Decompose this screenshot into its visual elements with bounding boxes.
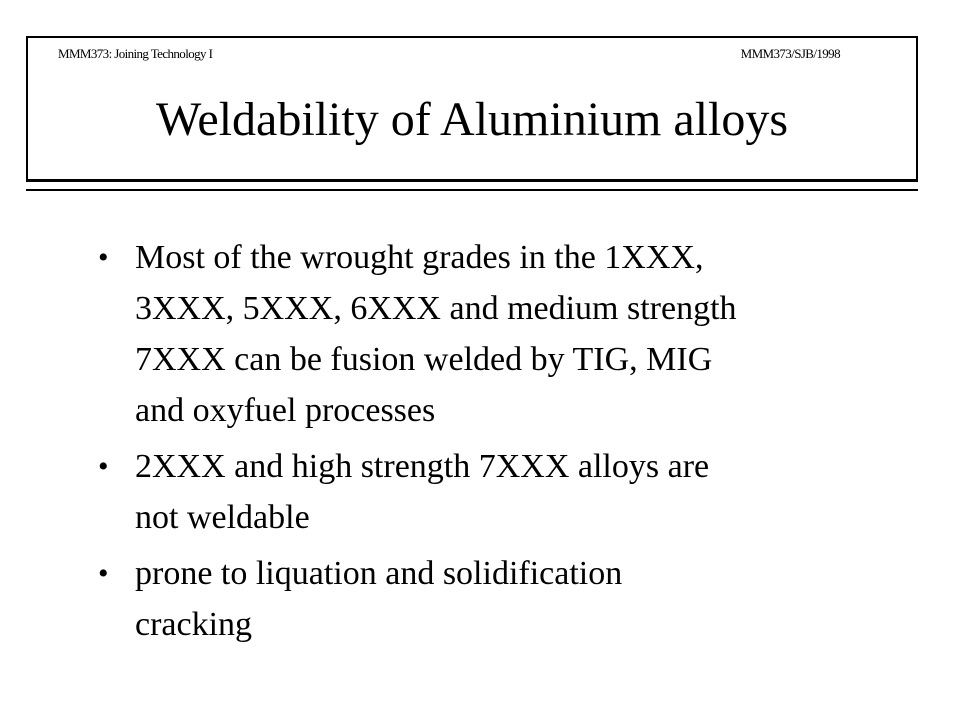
bullet-line: not weldable xyxy=(135,499,310,536)
course-label: MMM373: Joining Technology I xyxy=(58,46,213,61)
bullet-marker: • xyxy=(98,557,109,590)
bullet-line: 2XXX and high strength 7XXX alloys are xyxy=(135,448,710,485)
bullet-line: cracking xyxy=(135,606,253,643)
bullet-line: prone to liquation and solidification xyxy=(135,555,623,592)
bullet-line: 3XXX, 5XXX, 6XXX and medium strength xyxy=(135,290,737,327)
bullet-line: Most of the wrought grades in the 1XXX, xyxy=(135,239,704,276)
bullet-marker: • xyxy=(98,241,109,274)
slide-title: Weldability of Aluminium alloys xyxy=(155,93,789,146)
header-divider xyxy=(26,189,918,191)
bullet-marker: • xyxy=(98,450,109,483)
bullet-item xyxy=(98,441,888,543)
bullet-list xyxy=(98,232,888,655)
bullet-line: and oxyfuel processes xyxy=(135,392,436,429)
bullet-item xyxy=(98,548,888,650)
reference-label: MMM373/SJB/1998 xyxy=(740,46,840,61)
slide-header xyxy=(26,36,918,182)
bullet-line: 7XXX can be fusion welded by TIG, MIG xyxy=(135,341,713,378)
bullet-item xyxy=(98,232,888,436)
